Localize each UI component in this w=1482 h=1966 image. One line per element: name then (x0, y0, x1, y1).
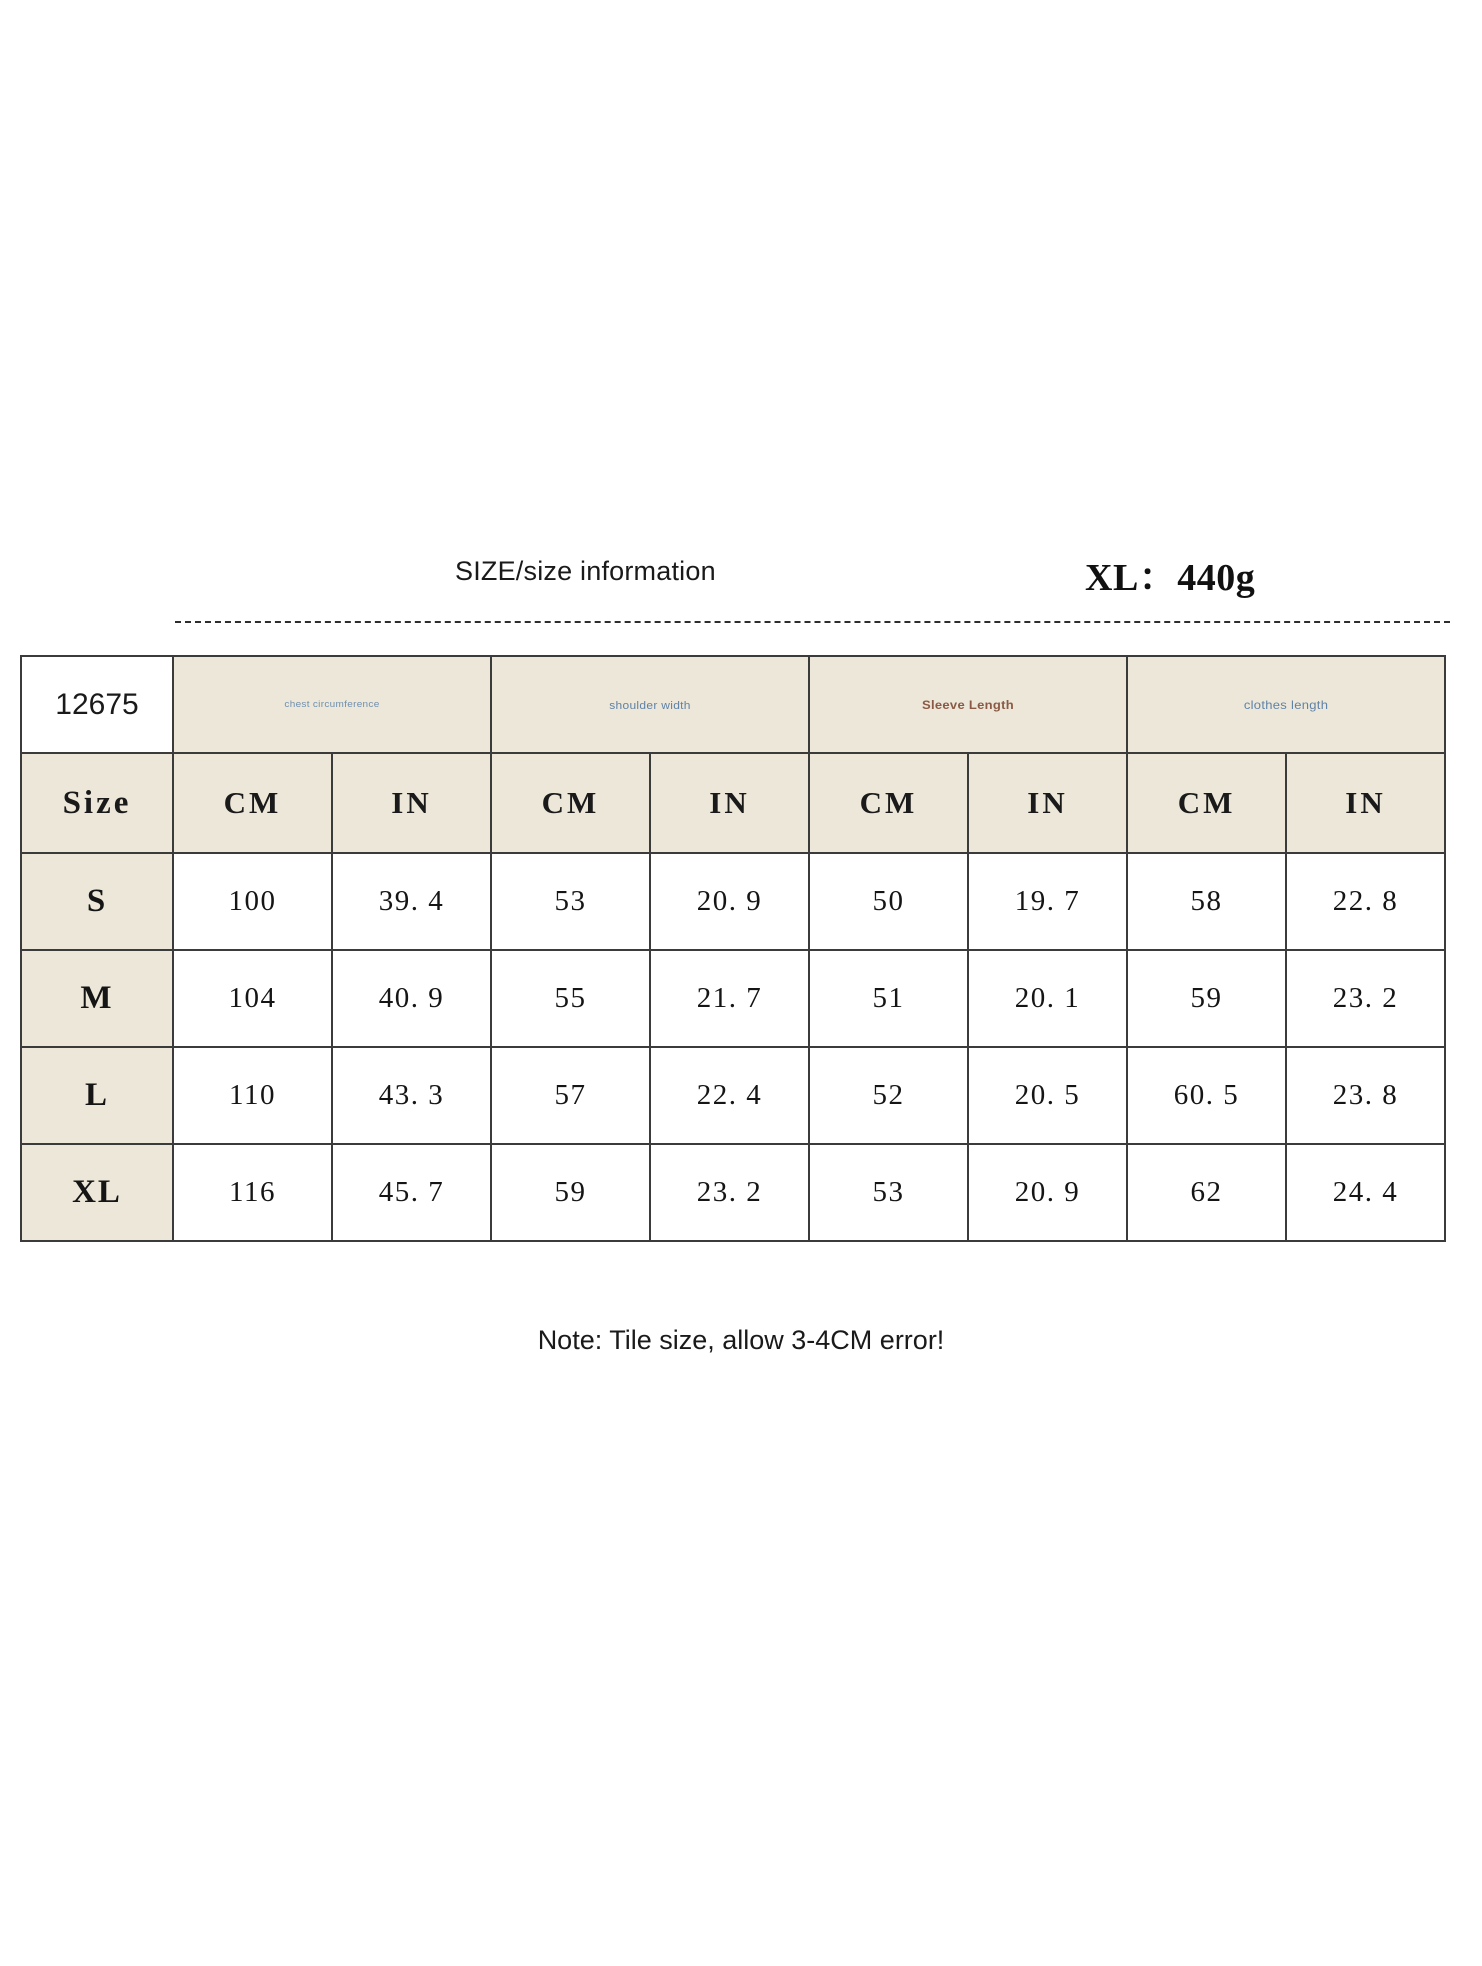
cell-l-sleeve-in: 20. 5 (968, 1047, 1127, 1144)
cell-l-clothes-cm: 60. 5 (1127, 1047, 1286, 1144)
cell-l-sleeve-cm: 52 (809, 1047, 968, 1144)
cell-xl-clothes-cm: 62 (1127, 1144, 1286, 1241)
cell-m-sleeve-in: 20. 1 (968, 950, 1127, 1047)
cell-xl-chest-cm: 116 (173, 1144, 332, 1241)
cell-xl-shoulder-cm: 59 (491, 1144, 650, 1241)
cell-xl-sleeve-in: 20. 9 (968, 1144, 1127, 1241)
cell-xl-shoulder-in: 23. 2 (650, 1144, 809, 1241)
measurement-shoulder-label: shoulder width (609, 697, 691, 712)
table-row (21, 1047, 1445, 1144)
measurement-shoulder-cell (491, 656, 809, 753)
size-label-xl: XL (21, 1144, 173, 1241)
cell-l-chest-cm: 110 (173, 1047, 332, 1144)
size-note: Note: Tile size, allow 3-4CM error! (537, 1325, 945, 1355)
cell-xl-clothes-in: 24. 4 (1286, 1144, 1445, 1241)
cell-m-sleeve-cm: 51 (809, 950, 968, 1047)
table-row (21, 853, 1445, 950)
cell-s-clothes-in: 22. 8 (1286, 853, 1445, 950)
measurement-clothes-cell (1127, 656, 1445, 753)
measurement-sleeve-label: Sleeve Length (921, 697, 1015, 712)
size-label-s: S (21, 853, 173, 950)
cell-xl-chest-in: 45. 7 (332, 1144, 491, 1241)
unit-header-clothes-cm: CM (1127, 753, 1286, 853)
size-label-m: M (21, 950, 173, 1047)
measurement-header-row (21, 656, 1445, 753)
cell-s-sleeve-in: 19. 7 (968, 853, 1127, 950)
cell-l-shoulder-cm: 57 (491, 1047, 650, 1144)
cell-l-chest-in: 43. 3 (332, 1047, 491, 1144)
product-code-cell: 12675 (21, 656, 173, 753)
table-row (21, 1144, 1445, 1241)
measurement-sleeve-cell (809, 656, 1127, 753)
size-information-title: SIZE/size information (455, 556, 716, 586)
cell-s-chest-in: 39. 4 (332, 853, 491, 950)
size-table (20, 655, 1446, 1242)
size-label-l: L (21, 1047, 173, 1144)
dashed-divider (175, 621, 1450, 623)
unit-header-clothes-in: IN (1286, 753, 1445, 853)
unit-header-shoulder-cm: CM (491, 753, 650, 853)
cell-s-shoulder-in: 20. 9 (650, 853, 809, 950)
cell-s-clothes-cm: 58 (1127, 853, 1286, 950)
size-column-header: Size (21, 753, 173, 853)
cell-m-clothes-cm: 59 (1127, 950, 1286, 1047)
measurement-clothes-label: clothes length (1243, 697, 1329, 712)
unit-header-row (21, 753, 1445, 853)
unit-header-sleeve-in: IN (968, 753, 1127, 853)
cell-m-chest-in: 40. 9 (332, 950, 491, 1047)
unit-header-chest-cm: CM (173, 753, 332, 853)
table-row (21, 950, 1445, 1047)
cell-s-chest-cm: 100 (173, 853, 332, 950)
garment-weight-label: XL：440g (1085, 557, 1256, 599)
unit-header-shoulder-in: IN (650, 753, 809, 853)
unit-header-chest-in: IN (332, 753, 491, 853)
cell-m-clothes-in: 23. 2 (1286, 950, 1445, 1047)
cell-m-chest-cm: 104 (173, 950, 332, 1047)
cell-l-clothes-in: 23. 8 (1286, 1047, 1445, 1144)
unit-header-sleeve-cm: CM (809, 753, 968, 853)
cell-m-shoulder-cm: 55 (491, 950, 650, 1047)
cell-m-shoulder-in: 21. 7 (650, 950, 809, 1047)
cell-xl-sleeve-cm: 53 (809, 1144, 968, 1241)
cell-l-shoulder-in: 22. 4 (650, 1047, 809, 1144)
measurement-chest-label: chest circumference (284, 699, 380, 710)
measurement-chest-cell (173, 656, 491, 753)
cell-s-sleeve-cm: 50 (809, 853, 968, 950)
cell-s-shoulder-cm: 53 (491, 853, 650, 950)
